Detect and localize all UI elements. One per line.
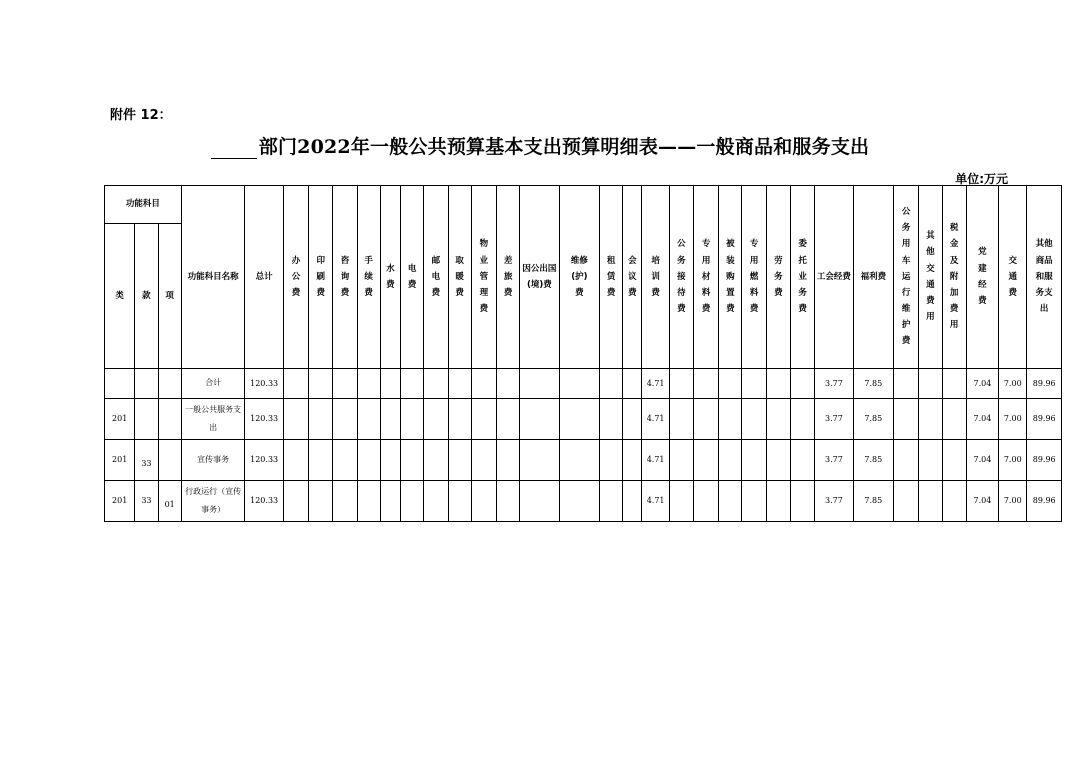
cell-name: 合计 [181, 368, 245, 398]
header-name: 功能科目名称 [181, 186, 245, 369]
header-col-10: 因公出国(境)费 [520, 186, 559, 369]
cell-party: 7.04 [966, 480, 998, 521]
header-col-17: 被装购置费 [719, 186, 742, 369]
header-col-21: 工会经费 [815, 186, 853, 369]
cell-kuan: 33 [135, 439, 158, 480]
cell-welfare: 7.85 [853, 480, 893, 521]
unit-label: 单位:万元 [955, 172, 1008, 186]
header-col-19: 劳务费 [766, 186, 790, 369]
header-col-4: 水费 [380, 186, 400, 369]
department-blank [211, 142, 257, 159]
header-col-27: 交通费 [999, 186, 1027, 369]
cell-lei: 201 [105, 398, 135, 439]
header-col-28: 其他商品和服务支出 [1027, 186, 1062, 369]
header-col-6: 邮电费 [424, 186, 448, 369]
cell-xiang: 01 [158, 480, 181, 521]
header-col-1: 印刷费 [309, 186, 333, 369]
page-title [0, 132, 1080, 159]
header-col-14: 培训费 [642, 186, 669, 369]
attachment-label: 附件 12： [110, 108, 172, 123]
cell-union: 3.77 [815, 368, 853, 398]
cell-other: 89.96 [1027, 368, 1062, 398]
title-text: 部门2022年一般公共预算基本支出预算明细表——一般商品和服务支出 [258, 136, 870, 158]
header-col-3: 手续费 [357, 186, 380, 369]
header-col-24: 其他交通费用 [919, 186, 942, 369]
cell-xiang [158, 368, 181, 398]
header-lei: 类 [105, 224, 135, 368]
header-col-23: 公务用车运行维护费 [894, 186, 919, 369]
header-total: 总计 [245, 186, 283, 369]
header-col-16: 专用材料费 [694, 186, 719, 369]
header-col-2: 咨询费 [333, 186, 357, 369]
cell-other: 89.96 [1027, 439, 1062, 480]
header-col-26: 党建经费 [966, 186, 998, 369]
cell-union: 3.77 [815, 439, 853, 480]
cell-total: 120.33 [245, 480, 283, 521]
header-function-subject: 功能科目 [105, 186, 182, 224]
header-col-7: 取暖费 [448, 186, 471, 369]
header-col-15: 公务接待费 [669, 186, 693, 369]
cell-total: 120.33 [245, 439, 283, 480]
cell-name: 一般公共服务支出 [181, 398, 245, 439]
cell-total: 120.33 [245, 398, 283, 439]
cell-traffic: 7.00 [999, 398, 1027, 439]
cell-traffic: 7.00 [999, 439, 1027, 480]
header-col-22: 福利费 [853, 186, 893, 369]
cell-training: 4.71 [642, 398, 669, 439]
cell-union: 3.77 [815, 480, 853, 521]
header-xiang: 项 [158, 224, 181, 368]
cell-lei: 201 [105, 439, 135, 480]
cell-kuan [135, 368, 158, 398]
cell-xiang [158, 398, 181, 439]
cell-party: 7.04 [966, 439, 998, 480]
cell-traffic: 7.00 [999, 480, 1027, 521]
table-row [105, 439, 1062, 480]
cell-training: 4.71 [642, 480, 669, 521]
cell-total: 120.33 [245, 368, 283, 398]
budget-table [104, 185, 1062, 522]
cell-name: 行政运行（宣传事务） [181, 480, 245, 521]
cell-welfare: 7.85 [853, 439, 893, 480]
cell-lei [105, 368, 135, 398]
header-col-0: 办公费 [283, 186, 308, 369]
cell-name: 宣传事务 [181, 439, 245, 480]
table-row [105, 398, 1062, 439]
cell-welfare: 7.85 [853, 368, 893, 398]
header-kuan: 款 [135, 224, 158, 368]
header-col-12: 租赁费 [600, 186, 623, 369]
header-col-25: 税金及附加费用 [942, 186, 966, 369]
header-col-8: 物业管理费 [471, 186, 496, 369]
header-col-18: 专用燃料费 [742, 186, 766, 369]
cell-party: 7.04 [966, 368, 998, 398]
cell-traffic: 7.00 [999, 368, 1027, 398]
cell-kuan [135, 398, 158, 439]
table-row [105, 480, 1062, 521]
header-col-5: 电费 [401, 186, 424, 369]
cell-training: 4.71 [642, 439, 669, 480]
cell-training: 4.71 [642, 368, 669, 398]
cell-lei: 201 [105, 480, 135, 521]
table-row [105, 368, 1062, 398]
header-col-11: 维修(护)费 [559, 186, 599, 369]
header-col-9: 差旅费 [496, 186, 519, 369]
cell-party: 7.04 [966, 398, 998, 439]
header-col-20: 委托业务费 [790, 186, 814, 369]
cell-other: 89.96 [1027, 398, 1062, 439]
cell-xiang [158, 439, 181, 480]
cell-kuan: 33 [135, 480, 158, 521]
cell-union: 3.77 [815, 398, 853, 439]
header-col-13: 会议费 [623, 186, 642, 369]
cell-other: 89.96 [1027, 480, 1062, 521]
cell-welfare: 7.85 [853, 398, 893, 439]
